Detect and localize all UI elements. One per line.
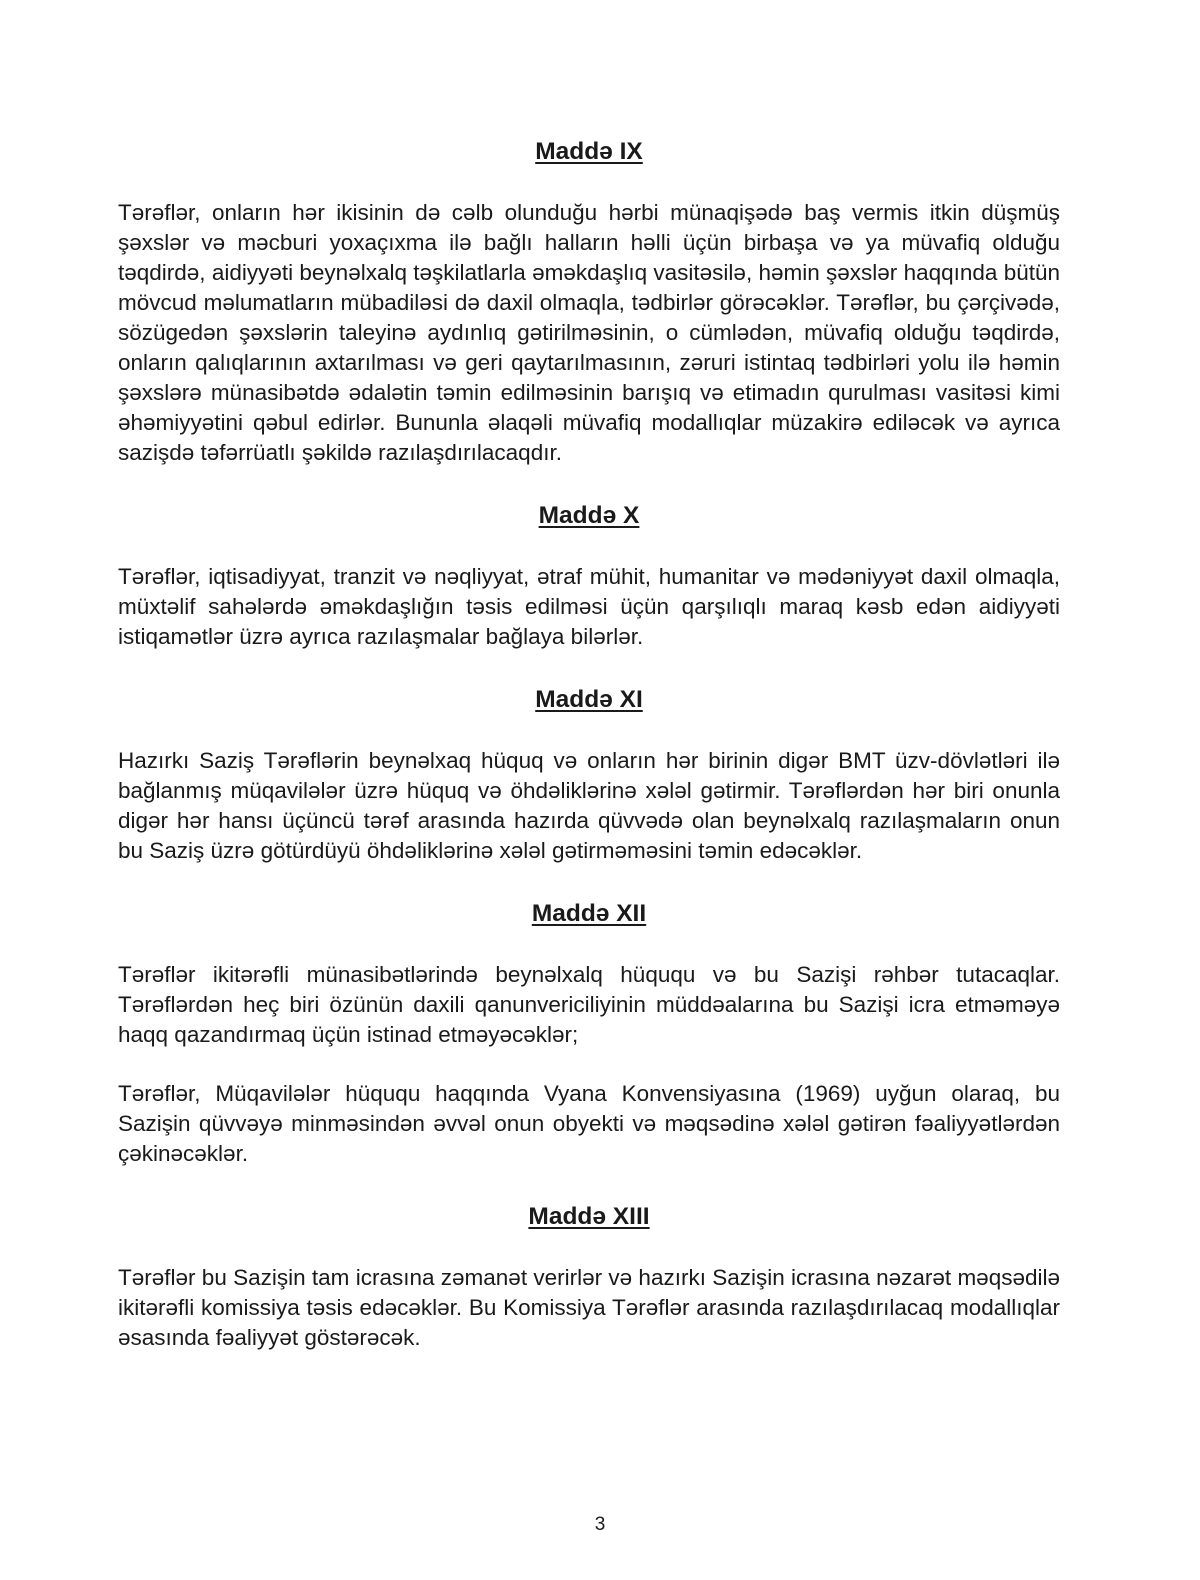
article-9-heading: Maddə IX bbox=[535, 138, 643, 165]
article-9-paragraph: Tərəflər, onların hər ikisinin də cəlb olunduğu hərbi münaqişədə baş vermis itkin düşmüş şəxslər və məcburi yoxaçıxma ilə bağlı halların həlli üçün birbaşa və ya müvafiq olduğu təqdirdə, aidiyyəti beynəlxalq təşkilatlarla əməkdaşlıq vasitəsilə, həmin şəxslər haqqında bütün mövcud məlumatların mübadiləsi də daxil olmaqla, tədbirlər görəcəklər. Tərəflər, bu çərçivədə, sözügedən şəxslərin taleyinə aydınlıq gətirilməsinin, o cümlədən, müvafiq olduğu təqdirdə, onların qalıqlarının axtarılması və geri qaytarılmasının, zəruri istintaq tədbirləri yolu ilə həmin şəxslərə münasibətdə ədalətin təmin edilməsinin barışıq və etimadın qurulması vasitəsi kimi əhəmiyyətini qəbul edirlər. Bununla əlaqəli müvafiq modallıqlar müzakirə ediləcək və ayrıca sazişdə təfərrüatlı şəkildə razılaşdırılacaqdır. bbox=[118, 200, 1060, 465]
page-number: 3 bbox=[594, 1514, 606, 1535]
article-11-paragraph: Hazırkı Saziş Tərəflərin beynəlxaq hüquq və onların hər birinin digər BMT üzv-dövlətləri ilə bağlanmış müqavilələr üzrə hüquq və öhdəliklərinə xələl gətirmir. Tərəflərdən hər biri onunla digər hər hansı üçüncü tərəf arasında hazırda qüvvədə olan beynəlxalq razılaşmaların onun bu Saziş üzrə götürdüyü öhdəliklərinə xələl gətirməməsini təmin edəcəklər. bbox=[118, 748, 1060, 863]
article-11-heading: Maddə XI bbox=[535, 686, 643, 713]
article-12-paragraph-1: Tərəflər ikitərəfli münasibətlərində beynəlxalq hüququ və bu Sazişi rəhbər tutacaqlar. Tərəflərdən heç biri özünün daxili qanunvericiliyinin müddəalarına bu Sazişi icra etməməyə haqq qazandırmaq üçün istinad etməyəcəklər; bbox=[118, 962, 1060, 1047]
article-10-paragraph: Tərəflər, iqtisadiyyat, tranzit və nəqliyyat, ətraf mühit, humanitar və mədəniyyət daxil olmaqla, müxtəlif sahələrdə əməkdaşlığın təsis edilməsi üçün qarşılıqlı maraq kəsb edən aidiyyəti istiqamətlər üzrə ayrıca razılaşmalar bağlaya bilərlər. bbox=[118, 564, 1060, 649]
article-12-paragraph-2: Tərəflər, Müqavilələr hüququ haqqında Vyana Konvensiyasına (1969) uyğun olaraq, bu Sazişin qüvvəyə minməsindən əvvəl onun obyekti və məqsədinə xələl gətirən fəaliyyətlərdən çəkinəcəklər. bbox=[118, 1081, 1060, 1166]
article-12-heading: Maddə XII bbox=[531, 900, 647, 927]
document-page bbox=[118, 136, 1060, 1353]
article-13-paragraph: Tərəflər bu Sazişin tam icrasına zəmanət verirlər və hazırkı Sazişin icrasına nəzarət məqsədilə ikitərəfli komissiya təsis edəcəklər. Bu Komissiya Tərəflər arasında razılaşdırılacaq modallıqlar əsasında fəaliyyət göstərəcək. bbox=[118, 1265, 1060, 1350]
article-10-heading: Maddə X bbox=[538, 502, 640, 529]
article-13-heading: Maddə XIII bbox=[528, 1203, 650, 1230]
